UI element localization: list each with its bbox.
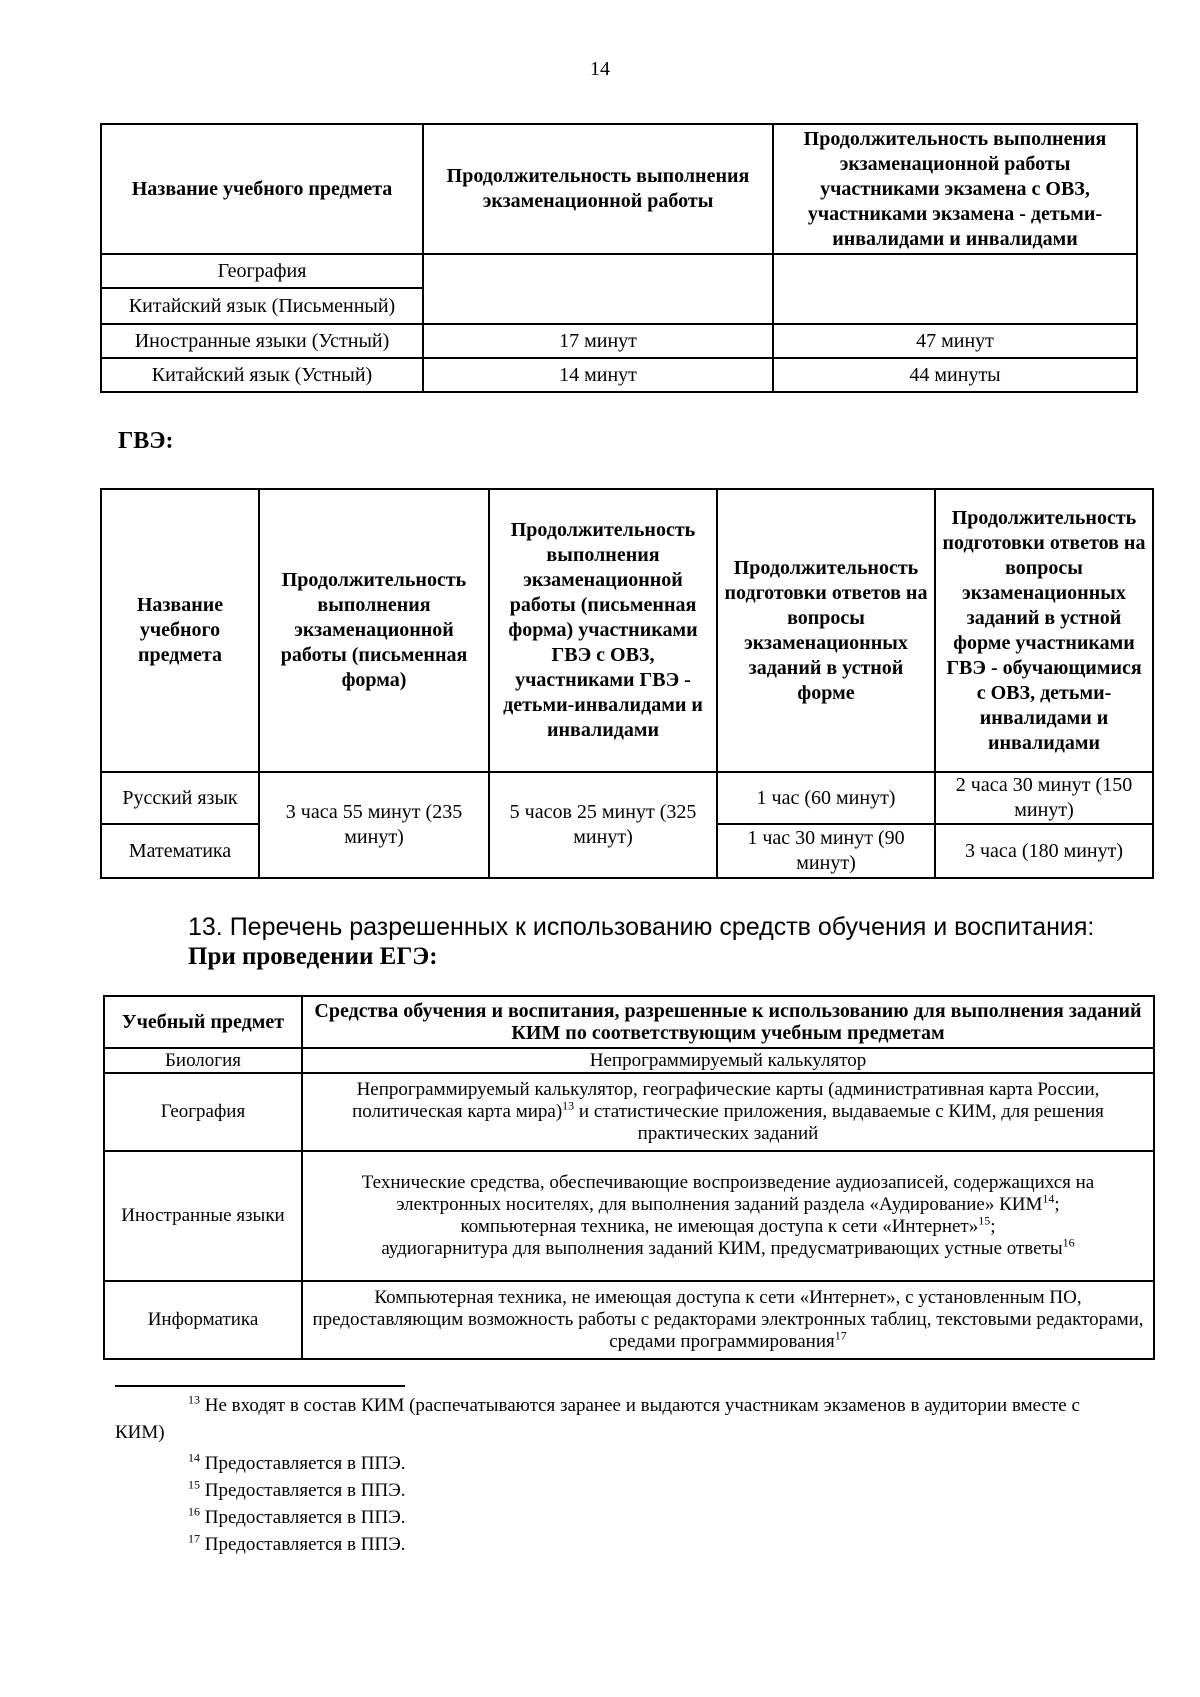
table-header-row	[104, 996, 1154, 1048]
table-row	[104, 1073, 1154, 1151]
table-row	[101, 254, 1137, 288]
header-duration-ovz-line: инвалидами и инвалидами	[832, 227, 1078, 250]
table-row	[104, 1151, 1154, 1281]
header-duration-ovz-line: участниками экзамена - детьми-	[807, 202, 1103, 225]
oral-prep-cell: 1 час (60 минут)	[717, 772, 935, 824]
header-subject: Название учебного предмета	[101, 124, 423, 254]
footnote-text: Предоставляется в ППЭ.	[204, 1507, 406, 1528]
header-duration-ovz	[773, 124, 1137, 254]
means-text: Непрограммируемый калькулятор, географические карты (административная карта России, политическая карта мира)	[352, 1079, 1100, 1122]
footnote-number: 16	[188, 1504, 200, 1519]
header-oral-prep-ovz: Продолжительность подготовки ответов на вопросы экзаменационных заданий в устной форме участниками ГВЭ - обучающимися с ОВЗ, детьми-инвалидами и инвалидами	[935, 489, 1153, 772]
subject-cell: Биология	[104, 1048, 302, 1073]
duration-ovz-cell: 47 минут	[773, 324, 1137, 358]
header-subject: Учебный предмет	[104, 996, 302, 1048]
header-subject: Название учебного предмета	[101, 489, 259, 772]
header-duration-ovz-line: Продолжительность выполнения	[803, 127, 1107, 150]
means-text: аудиогарнитура для выполнения заданий КИМ, предусматривающих устные ответы	[381, 1238, 1063, 1259]
table-header-row	[101, 124, 1137, 254]
footnote-number: 17	[188, 1531, 200, 1546]
table-header-row	[101, 489, 1153, 772]
subject-cell: Иностранные языки (Устный)	[101, 324, 423, 358]
means-text: ;	[990, 1216, 996, 1237]
header-duration-ovz-line: участниками экзамена с ОВЗ,	[820, 177, 1090, 200]
duration-cell	[423, 254, 773, 324]
header-duration-ovz-line: экзаменационной работы	[839, 152, 1071, 175]
means-cell	[302, 1073, 1154, 1151]
subject-cell: Русский язык	[101, 772, 259, 824]
oral-prep-ovz-cell: 2 часа 30 минут (150 минут)	[935, 772, 1153, 824]
means-text: и статистические приложения, выдаваемые с КИМ, для решения практических заданий	[574, 1101, 1104, 1144]
duration-ovz-cell	[773, 254, 1137, 324]
means-cell	[302, 1151, 1154, 1281]
subject-cell: Китайский язык (Письменный)	[101, 288, 423, 324]
page-number: 14	[590, 58, 610, 80]
section-13-title: 13. Перечень разрешенных к использованию средств обучения и воспитания:	[188, 913, 1095, 941]
footnote	[188, 1450, 405, 1477]
means-cell: Непрограммируемый калькулятор	[302, 1048, 1154, 1073]
table-row	[104, 1281, 1154, 1359]
duration-ovz-cell: 44 минуты	[773, 358, 1137, 392]
means-text: Компьютерная техника, не имеющая доступа к сети «Интернет», с установленным ПО, предоставляющим возможность работы с редакторами электронных таблиц, текстовыми редакторами, средами программирования	[312, 1287, 1144, 1352]
table-row	[101, 358, 1137, 392]
means-text: Технические средства, обеспечивающие воспроизведение аудиозаписей, содержащихся на электронных носителях, для выполнения заданий раздела «Аудирование» КИМ	[361, 1172, 1095, 1215]
subject-cell: География	[104, 1073, 302, 1151]
table-row	[101, 772, 1153, 824]
footnote	[188, 1477, 405, 1504]
subject-cell: Иностранные языки	[104, 1151, 302, 1281]
footnote	[115, 1392, 1135, 1446]
header-means: Средства обучения и воспитания, разрешенные к использованию для выполнения заданий КИМ по соответствующим учебным предметам	[302, 996, 1154, 1048]
footnote-ref[interactable]: 17	[834, 1328, 847, 1343]
exam-duration-table	[100, 123, 1138, 393]
header-written-duration-ovz: Продолжительность выполнения экзаменационной работы (письменная форма) участниками ГВЭ с ОВЗ, участниками ГВЭ - детьми-инвалидами и инвалидами	[489, 489, 717, 772]
duration-cell: 17 минут	[423, 324, 773, 358]
subject-cell: География	[101, 254, 423, 288]
table-row	[104, 1048, 1154, 1073]
footnote-text: Не входят в состав КИМ (распечатываются заранее и выдаются участникам экзаменов в аудитории вместе с	[204, 1395, 1080, 1416]
footnote-ref[interactable]: 15	[978, 1213, 991, 1228]
footnote-number: 13	[188, 1392, 200, 1407]
footnote-text: Предоставляется в ППЭ.	[204, 1453, 406, 1474]
written-duration-ovz-cell: 5 часов 25 минут (325 минут)	[489, 772, 717, 878]
footnote-number: 15	[188, 1477, 200, 1492]
header-duration: Продолжительность выполнения экзаменационной работы	[423, 124, 773, 254]
table-row	[101, 324, 1137, 358]
means-text: ;	[1054, 1194, 1060, 1215]
footnote	[188, 1504, 405, 1531]
subject-cell: Информатика	[104, 1281, 302, 1359]
allowed-means-table	[103, 995, 1155, 1360]
subject-cell: Математика	[101, 824, 259, 878]
footnote-text: Предоставляется в ППЭ.	[204, 1480, 406, 1501]
footnote-ref[interactable]: 14	[1042, 1191, 1055, 1206]
duration-cell: 14 минут	[423, 358, 773, 392]
footnote-separator	[115, 1385, 405, 1387]
footnote-text: КИМ)	[115, 1422, 165, 1443]
footnote	[188, 1531, 405, 1558]
footnote-ref[interactable]: 13	[562, 1098, 575, 1113]
footnote-number: 14	[188, 1450, 200, 1465]
footnote-ref[interactable]: 16	[1062, 1235, 1075, 1250]
gve-duration-table	[100, 488, 1154, 879]
means-text: компьютерная техника, не имеющая доступа к сети «Интернет»	[460, 1216, 979, 1237]
oral-prep-ovz-cell: 3 часа (180 минут)	[935, 824, 1153, 878]
ege-heading: При проведении ЕГЭ:	[188, 943, 438, 970]
means-cell	[302, 1281, 1154, 1359]
footnote-text: Предоставляется в ППЭ.	[204, 1534, 406, 1555]
written-duration-cell: 3 часа 55 минут (235 минут)	[259, 772, 489, 878]
footnote-text-wrap	[115, 1392, 1080, 1416]
gve-heading: ГВЭ:	[118, 428, 174, 454]
header-oral-prep: Продолжительность подготовки ответов на вопросы экзаменационных заданий в устной форме	[717, 489, 935, 772]
subject-cell: Китайский язык (Устный)	[101, 358, 423, 392]
oral-prep-cell: 1 час 30 минут (90 минут)	[717, 824, 935, 878]
header-written-duration: Продолжительность выполнения экзаменационной работы (письменная форма)	[259, 489, 489, 772]
